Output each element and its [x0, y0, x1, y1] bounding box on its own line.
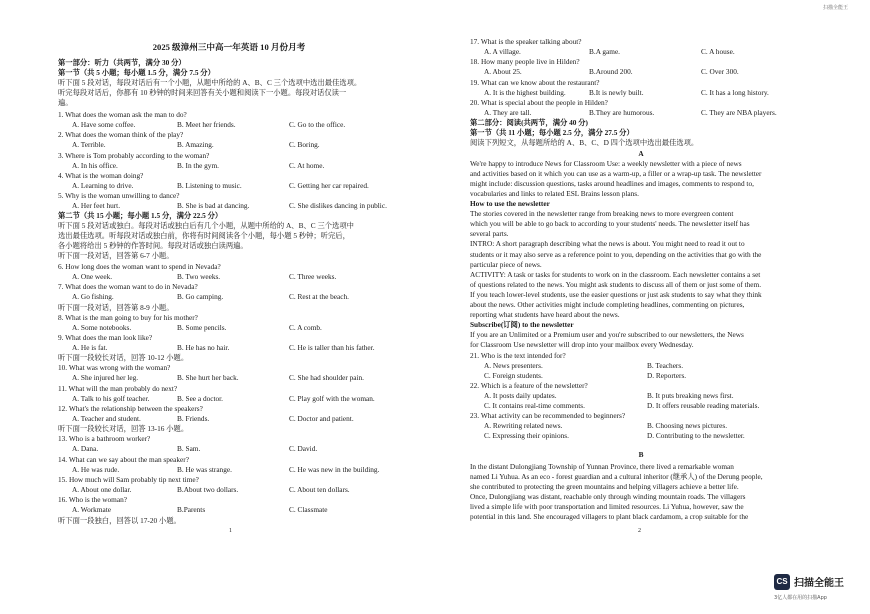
question-stem: 10. What was wrong with the woman?	[58, 363, 171, 373]
passage-a-line: vocabularies and links to related ESL Brains lesson plans.	[470, 188, 639, 198]
option-c: C. He is taller than his father.	[289, 343, 375, 352]
option-b: B.About two dollars.	[177, 485, 239, 494]
passage-b-label: B	[638, 449, 644, 459]
passage-a-line: students or it may also serve as a reference point to you, depending on the activities that go with the	[470, 249, 762, 259]
option-b: B. He was strange.	[177, 464, 232, 474]
instruction-line: 听下面 5 段对话，每段对话后有一个小题，从题中所给的 A、B、C 三个选项中选出最佳选项。	[58, 78, 362, 88]
option-b: B. Amazing.	[177, 140, 214, 150]
option-c: C. A comb.	[289, 322, 322, 332]
option-d: D. It offers reusable reading materials.	[647, 400, 760, 410]
option-c: C. David.	[289, 444, 318, 454]
instruction-line: 遍。	[58, 98, 73, 108]
option-b: B.Parents	[177, 505, 206, 515]
instruction-line: 第一节（共 11 小题；每小题 2.5 分，满分 27.5 分）	[470, 128, 634, 138]
question-stem: 6. How long does the woman want to spend in Nevada?	[58, 262, 221, 271]
option-a: A. He is fat.	[72, 343, 108, 352]
option-a: A. Dana.	[72, 444, 99, 454]
option-b: B.They are humorous.	[589, 107, 655, 117]
option-a: A. It posts daily updates.	[484, 390, 557, 400]
section-heading: How to use the newsletter	[470, 199, 550, 208]
option-c: C. They are NBA players.	[701, 107, 777, 117]
option-a: A. She injured her leg.	[72, 373, 139, 383]
question-stem: 18. How many people live in Hilden?	[470, 57, 580, 67]
passage-a-line: We're happy to introduce News for Classroom Use: a weekly newsletter with a piece of news	[470, 158, 742, 168]
option-a: A. Talk to his golf teacher.	[72, 393, 150, 403]
passage-b-line: potential in this land. She encouraged villagers to plant black cardamom, a crop suitable for the	[470, 512, 749, 522]
scanner-app-tagline: 3亿人都在用的扫描App	[774, 595, 827, 601]
option-c: C. She had shoulder pain.	[289, 373, 364, 383]
instruction-line: 第二部分：阅读(共两节，满分 40 分)	[470, 118, 588, 128]
passage-b-line: lived a simple life with poor transportation and limited resources. Li Yuhua, however, saw the	[470, 502, 744, 512]
option-c: C. Getting her car repaired.	[289, 180, 369, 190]
question-stem: 11. What will the man probably do next?	[58, 383, 178, 393]
option-c: C. Foreign students.	[484, 370, 543, 380]
option-a: A. He was rude.	[72, 464, 120, 474]
option-a: A. About 25.	[484, 67, 522, 77]
option-c: C. Rest at the beach.	[289, 292, 349, 302]
instruction-line: 阅读下列短文，从每题所给的 A、B、C、D 四个选项中选出最佳选项。	[470, 138, 699, 148]
question-stem: 19. What can we know about the restaurant?	[470, 77, 600, 87]
option-a: A. Rewriting related news.	[484, 421, 563, 431]
passage-b-line: Once, Dulongjiang was distant, reachable only through winding mountain roads. The villagers	[470, 492, 746, 501]
passage-b-line: In the distant Dulongjiang Township of Yunnan Province, there lived a remarkable woman	[470, 461, 734, 471]
passage-a-line: several parts.	[470, 229, 509, 239]
option-c: C. At home.	[289, 160, 325, 170]
option-c: C. Play golf with the woman.	[289, 393, 375, 403]
scanner-app-name: 扫描全能王	[794, 578, 844, 589]
instruction-line: 听下面 5 段对话或独白。每段对话或独白后有几个小题，从题中所给的 A、B、C 三个选项中	[58, 221, 354, 231]
option-b: B. In the gym.	[177, 160, 219, 170]
passage-a-label: A	[638, 148, 644, 158]
instruction-line: 第一节（共 5 小题；每小题 1.5 分，满分 7.5 分）	[58, 68, 215, 78]
option-a: A. Workmate	[72, 505, 111, 515]
option-a: A. Teacher and student.	[72, 414, 141, 423]
instruction-line: 第一部分：听力（共两节，满分 30 分）	[58, 58, 186, 67]
question-stem: 23. What activity can be recommended to beginners?	[470, 411, 626, 421]
option-b: B. Friends.	[177, 414, 210, 423]
option-c: C. A house.	[701, 47, 735, 56]
instruction-line: 听下面一段对话，回答第 6-7 小题。	[58, 251, 174, 261]
passage-b-line: named Li Yuhua. As an eco - forest guardian and a cultural inheritor (继承人) of the Derung people,	[470, 471, 763, 481]
instruction-line: 听完每段对话后，你都有 10 秒钟的时间来回答有关小题和阅读下一小题。每段对话仅读一	[58, 88, 347, 98]
option-b: B. Some pencils.	[177, 322, 227, 332]
option-b: B. Teachers.	[647, 360, 684, 370]
option-a: A. They are tall.	[484, 107, 532, 117]
question-stem: 14. What can we say about the man speaker?	[58, 454, 189, 464]
question-stem: 8. What is the man going to buy for his mother?	[58, 312, 198, 322]
option-c: C. Go to the office.	[289, 120, 346, 129]
passage-a-line: of questions related to the news. You might ask students to discuss all of them or just some of them.	[470, 279, 762, 289]
section-intro: 听下面一段对话，回答第 8-9 小题。	[58, 302, 174, 312]
question-stem: 15. How much will Sam probably tip next time?	[58, 475, 199, 484]
option-d: D. Reporters.	[647, 370, 687, 380]
option-a: A. It is the highest building.	[484, 87, 566, 97]
passage-a-line: If you are an Unlimited or a Premium user and you're subscribed to our newsletters, the News	[470, 330, 744, 340]
option-c: C. About ten dollars.	[289, 485, 350, 494]
passage-a-line: ACTIVITY: A task or tasks for students to work on in the classroom. Each newsletter contains a set	[470, 269, 761, 279]
option-b: B. Two weeks.	[177, 272, 221, 281]
passage-b-line: she contributed to protecting the green mountains and helping villagers achieve a better life.	[470, 481, 739, 491]
question-stem: 4. What is the woman doing?	[58, 170, 144, 180]
option-a: A. A village.	[484, 47, 521, 56]
option-a: A. Go fishing.	[72, 292, 114, 302]
instruction-line: 选出最佳选项。听每段对话或独白前，你将有时间阅读各个小题，每小题 5 秒钟；听完后，	[58, 231, 350, 241]
question-stem: 5. Why is the woman unwilling to dance?	[58, 191, 180, 201]
option-c: C. Classmate	[289, 505, 328, 515]
option-b: B. Listening to music.	[177, 180, 242, 190]
option-c: C. He was new in the building.	[289, 464, 380, 474]
option-b: B. Go camping.	[177, 292, 224, 302]
option-a: A. News presenters.	[484, 360, 543, 370]
option-c: C. Doctor and patient.	[289, 414, 354, 423]
option-c: C. Expressing their opinions.	[484, 431, 569, 441]
passage-a-line: particular piece of news.	[470, 259, 542, 269]
option-b: B. See a doctor.	[177, 393, 224, 403]
question-stem: 22. Which is a feature of the newsletter?	[470, 380, 588, 390]
question-stem: 16. Who is the woman?	[58, 495, 127, 505]
instruction-line: 各小题将给出 5 秒钟的作答时间。每段对话或独白读两遍。	[58, 241, 248, 251]
question-stem: 9. What does the man look like?	[58, 333, 153, 342]
question-stem: 13. Who is a bathroom worker?	[58, 434, 151, 444]
question-stem: 1. What does the woman ask the man to do?	[58, 110, 187, 119]
option-c: C. Over 300.	[701, 67, 739, 77]
option-b: B.A game.	[589, 47, 621, 56]
option-a: A. Learning to drive.	[72, 180, 134, 190]
option-b: B.Around 200.	[589, 67, 633, 77]
passage-a-line: and activities based on it which you can use as a warm-up, a filler or a wrap-up task. The newsletter	[470, 168, 762, 178]
option-c: C. It has a long history.	[701, 87, 769, 97]
corner-mark: 扫描全能王	[822, 6, 848, 11]
option-b: B. He has no hair.	[177, 343, 230, 352]
option-a: A. One week.	[72, 272, 113, 281]
passage-a-line: INTRO: A short paragraph describing what the news is about. You might need to read it out to	[470, 239, 745, 249]
option-b: B. It puts breaking news first.	[647, 390, 734, 400]
option-a: A. Terrible.	[72, 140, 106, 150]
option-b: B.It is newly built.	[589, 87, 644, 97]
option-a: A. Have some coffee.	[72, 120, 136, 129]
section-heading: Subscribe(订阅) to the newsletter	[470, 320, 574, 330]
option-d: D. Contributing to the newsletter.	[647, 431, 745, 441]
page-number-2: 2	[638, 528, 641, 534]
option-a: A. About one dollar.	[72, 485, 132, 494]
passage-a-line: might include: discussion questions, tasks around headlines and images, comments to respond to,	[470, 178, 754, 188]
question-stem: 17. What is the speaker talking about?	[470, 37, 582, 46]
page-number-1: 1	[229, 528, 232, 534]
passage-a-line: for Classroom Use newsletter will drop into your mailbox every Wednesday.	[470, 340, 694, 350]
scanner-app-icon: CS	[774, 574, 790, 590]
question-stem: 7. What does the woman want to do in Nevada?	[58, 282, 198, 292]
passage-a-line: If you teach lower-level students, use the easier questions or just ask students to say what they think	[470, 289, 762, 299]
option-a: A. Her feet hurt.	[72, 201, 121, 211]
option-c: C. Boring.	[289, 140, 320, 150]
option-c: C. Three weeks.	[289, 272, 337, 281]
question-stem: 20. What is special about the people in Hilden?	[470, 97, 608, 107]
option-b: B. Meet her friends.	[177, 120, 236, 129]
passage-a-line: about the news. Other activities might include completing headlines, commenting on pictures,	[470, 300, 745, 309]
section-intro: 听下面一段独白，回答以 17-20 小题。	[58, 515, 181, 525]
exam-title: 2025 级漳州三中高一年英语 10 月份月考	[152, 42, 306, 52]
option-c: C. She dislikes dancing in public.	[289, 201, 387, 211]
option-a: A. Some notebooks.	[72, 322, 132, 332]
section-intro: 听下面一段较长对话，回答 13-16 小题。	[58, 424, 189, 434]
question-stem: 3. Where is Tom probably according to the woman?	[58, 150, 210, 160]
passage-a-line: The stories covered in the newsletter range from breaking news to more evergreen content	[470, 209, 734, 219]
option-a: A. In his office.	[72, 160, 118, 170]
passage-a-line: which you will be able to go back to according to your students' needs. The newsletter itself has	[470, 219, 750, 229]
question-stem: 2. What does the woman think of the play?	[58, 130, 184, 140]
instruction-line: 第二节（共 15 小题；每小题 1.5 分，满分 22.5 分）	[58, 211, 223, 220]
passage-a-line: reporting what students have heard about the news.	[470, 310, 620, 320]
question-stem: 21. Who is the text intended for?	[470, 350, 566, 360]
question-stem: 12. What's the relationship between the speakers?	[58, 404, 203, 413]
section-intro: 听下面一段较长对话，回答 10-12 小题。	[58, 353, 189, 363]
option-b: B. She is bad at dancing.	[177, 201, 250, 211]
scanner-watermark	[774, 574, 860, 602]
option-b: B. Sam.	[177, 444, 201, 454]
option-b: B. Choosing news pictures.	[647, 421, 728, 431]
option-c: C. It contains real-time comments.	[484, 400, 585, 410]
option-b: B. She hurt her back.	[177, 373, 239, 383]
